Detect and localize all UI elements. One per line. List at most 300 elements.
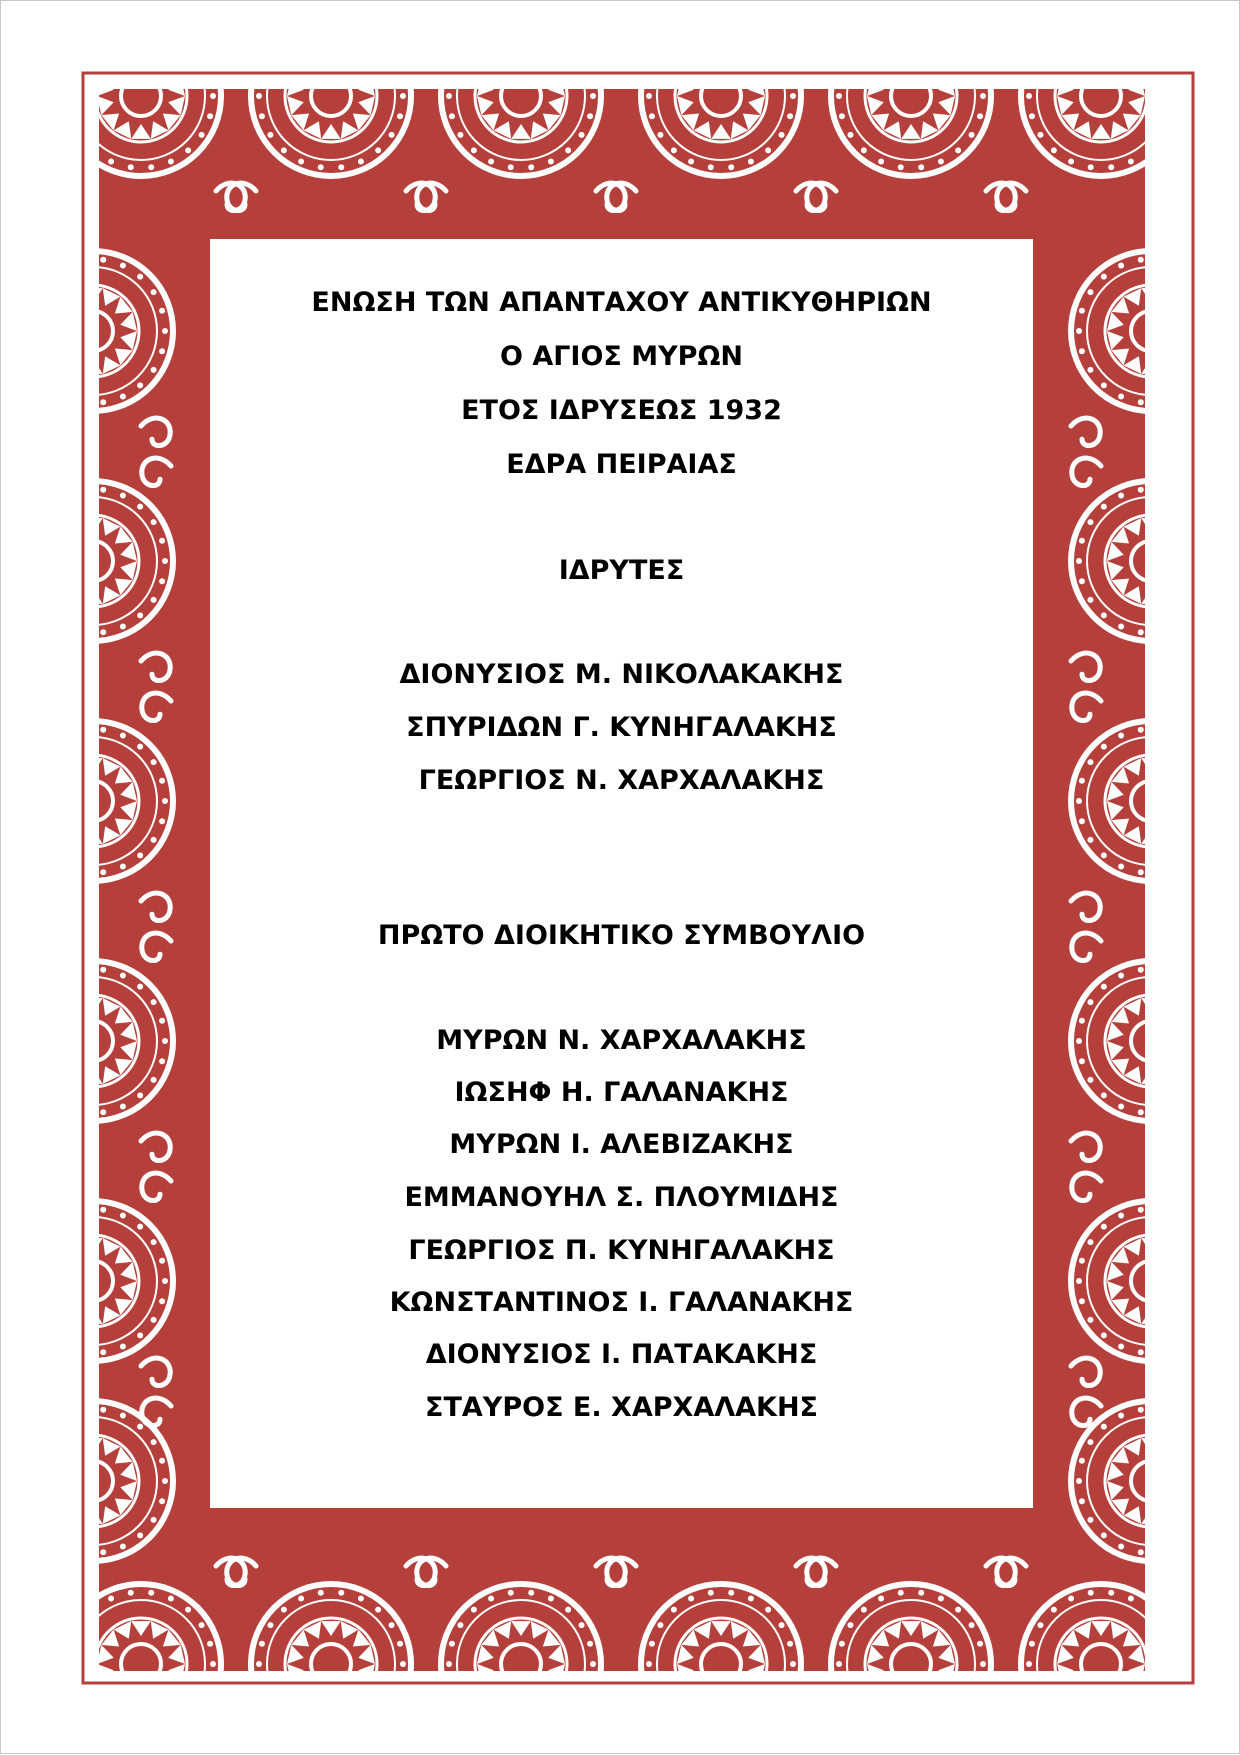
medallion-dot <box>389 1700 395 1706</box>
medallion-dot <box>918 1590 924 1596</box>
medallion-dot <box>162 1038 168 1044</box>
medallion-dot <box>1178 493 1184 499</box>
medallion-dot <box>148 1732 154 1738</box>
medallion-dot <box>1217 308 1223 314</box>
medallion-dot <box>938 1596 944 1602</box>
medallion-dot <box>1118 1213 1124 1219</box>
medallion-tooth <box>901 53 921 68</box>
medallion-dot <box>548 28 554 34</box>
medallion-dot <box>1195 504 1201 510</box>
medallion-dot <box>1209 999 1215 1005</box>
medallion-dot <box>400 1661 406 1667</box>
medallion-dot <box>1051 1715 1057 1721</box>
medallion-dot <box>358 158 364 164</box>
medallion-dot <box>1076 1038 1082 1044</box>
medallion-dot <box>267 54 273 60</box>
medallion-dot <box>1068 158 1074 164</box>
medallion-dot <box>318 164 324 170</box>
medallion-dot <box>1195 984 1201 990</box>
medallion-dot <box>29 759 35 765</box>
medallion-dot <box>969 54 975 60</box>
medallion-core <box>501 1644 541 1684</box>
medallion-dot <box>29 1239 35 1245</box>
medallion-tooth <box>884 53 902 71</box>
medallion-dot <box>1138 629 1144 635</box>
medallion-tooth <box>49 1462 66 1481</box>
medallion-tooth <box>494 53 512 71</box>
medallion-dot <box>1158 487 1164 493</box>
medallion-dot <box>120 493 126 499</box>
medallion-dot <box>60 1413 66 1419</box>
medallion-dot <box>1158 1109 1164 1115</box>
medallion-dot <box>168 28 174 34</box>
medallion-dot <box>397 1641 403 1647</box>
medallion-dot <box>159 778 165 784</box>
medallion-dot <box>508 1732 514 1738</box>
medallion-dot <box>151 597 157 603</box>
medallion-dot <box>60 1103 66 1109</box>
medallion-dot <box>43 1332 49 1338</box>
medallion-dot <box>21 1498 27 1504</box>
medallion-tooth <box>1161 998 1179 1016</box>
medallion-dot <box>688 1596 694 1602</box>
medallion-dot <box>508 1590 514 1596</box>
medallion-dot <box>980 1661 986 1667</box>
medallion-dot <box>151 1077 157 1083</box>
medallion-dot <box>1195 382 1201 388</box>
medallion-dot <box>120 263 126 269</box>
medallion-tooth <box>304 1689 322 1707</box>
medallion-dot <box>1108 1732 1114 1738</box>
founding-year: ΕΤΟΣ ΙΔΡΥΣΕΩΣ 1932 <box>461 395 782 426</box>
medallion-dot <box>100 1207 106 1213</box>
medallion-tooth <box>304 53 322 71</box>
medallion-dot <box>1195 852 1201 858</box>
medallion-dot <box>29 1077 35 1083</box>
medallion-dot <box>790 93 796 99</box>
medallion-dot <box>836 1661 842 1667</box>
medallion-dot <box>318 1590 324 1596</box>
medallion-tooth <box>1091 53 1111 68</box>
medallion-dot <box>861 147 867 153</box>
medallion-dot <box>457 1700 463 1706</box>
medallion-tooth <box>1161 586 1179 604</box>
medallion-dot <box>207 1641 213 1647</box>
medallion-dot <box>528 1590 534 1596</box>
medallion-tooth <box>66 1438 84 1456</box>
medallion-tooth <box>1161 1066 1179 1084</box>
medallion-dot <box>1088 1590 1094 1596</box>
medallion-dot <box>765 1715 771 1721</box>
medallion-dot <box>1178 263 1184 269</box>
medallion-dot <box>1076 558 1082 564</box>
medallion-dot <box>21 818 27 824</box>
medallion-dot <box>1220 558 1226 564</box>
medallion-dot <box>18 328 24 334</box>
medallion-dot <box>1217 1258 1223 1264</box>
medallion-dot <box>861 39 867 45</box>
medallion-dot <box>1088 22 1094 28</box>
medallion-dot <box>128 164 134 170</box>
medallion-dot <box>375 39 381 45</box>
medallion-dot <box>281 147 287 153</box>
medallion-dot <box>18 798 24 804</box>
medallion-dot <box>338 1732 344 1738</box>
medallion-dot <box>579 54 585 60</box>
medallion-dot <box>657 54 663 60</box>
medallion-dot <box>256 93 262 99</box>
medallion-dot <box>779 132 785 138</box>
medallion-core <box>1131 1461 1171 1501</box>
medallion-dot <box>728 22 734 28</box>
medallion-dot <box>21 778 27 784</box>
medallion-dot <box>508 164 514 170</box>
medallion-dot <box>148 1590 154 1596</box>
medallion-dot <box>1158 1407 1164 1413</box>
medallion-dot <box>120 1103 126 1109</box>
medallion-dot <box>728 1590 734 1596</box>
medallion-dot <box>579 1622 585 1628</box>
founder-name: ΣΠΥΡΙΔΩΝ Γ. ΚΥΝΗΓΑΛΑΚΗΣ <box>406 712 837 743</box>
board-member-name: ΔΙΟΝΥΣΙΟΣ Ι. ΠΑΤΑΚΑΚΗΣ <box>425 1339 818 1370</box>
medallion-tooth <box>341 1689 359 1707</box>
medallion-dot <box>1079 1018 1085 1024</box>
medallion-dot <box>649 113 655 119</box>
medallion-tooth <box>1173 348 1191 365</box>
medallion-dot <box>1209 289 1215 295</box>
medallion-dot <box>375 147 381 153</box>
medallion-dot <box>649 1641 655 1647</box>
medallion-tooth <box>1173 1447 1191 1464</box>
medallion-dot <box>389 132 395 138</box>
medallion-dot <box>77 54 83 60</box>
medallion-dot <box>1118 1343 1124 1349</box>
medallion-dot <box>29 1317 35 1323</box>
medallion-dot <box>375 1607 381 1613</box>
medallion-dot <box>918 22 924 28</box>
medallion-tooth <box>921 53 939 71</box>
medallion-dot <box>1138 257 1144 263</box>
medallion-core <box>73 1021 113 1061</box>
medallion-dot <box>969 1622 975 1628</box>
medallion-dot <box>151 1317 157 1323</box>
medallion-tooth <box>49 1041 66 1060</box>
medallion-dot <box>318 1732 324 1738</box>
medallion-dot <box>1178 1213 1184 1219</box>
medallion-tooth <box>49 331 66 350</box>
board-member-name: ΣΤΑΥΡΟΣ Ε. ΧΑΡΧΑΛΑΚΗΣ <box>425 1392 818 1423</box>
medallion-dot <box>1128 1726 1134 1732</box>
medallion-dot <box>1138 1207 1144 1213</box>
medallion-dot <box>128 1732 134 1738</box>
medallion-dot <box>1145 39 1151 45</box>
medallion-dot <box>137 1424 143 1430</box>
medallion-dot <box>21 1018 27 1024</box>
medallion-dot <box>1101 744 1107 750</box>
medallion-dot <box>1209 1239 1215 1245</box>
medallion-dot <box>151 1239 157 1245</box>
medallion-tooth <box>1061 62 1079 79</box>
medallion-dot <box>528 1732 534 1738</box>
medallion-dot <box>488 1596 494 1602</box>
medallion-dot <box>1178 623 1184 629</box>
medallion-dot <box>839 1641 845 1647</box>
medallion-dot <box>120 1543 126 1549</box>
medallion-dot <box>1079 348 1085 354</box>
medallion-dot <box>1128 28 1134 34</box>
medallion-tooth <box>1173 527 1191 544</box>
medallion-dot <box>1158 1349 1164 1355</box>
medallion-dot <box>1118 393 1124 399</box>
medallion-core <box>121 76 161 116</box>
medallion-tooth <box>53 527 71 544</box>
medallion-dot <box>1195 744 1201 750</box>
medallion-tooth <box>1173 1498 1191 1515</box>
medallion-core <box>73 1261 113 1301</box>
medallion-dot <box>29 999 35 1005</box>
medallion-dot <box>1217 578 1223 584</box>
medallion-dot <box>955 1715 961 1721</box>
medallion-dot <box>91 1715 97 1721</box>
medallion-dot <box>1026 93 1032 99</box>
medallion-dot <box>43 984 49 990</box>
medallion-dot <box>207 113 213 119</box>
medallion-dot <box>91 1607 97 1613</box>
medallion-dot <box>898 1590 904 1596</box>
medallion-dot <box>878 158 884 164</box>
medallion-core <box>1081 1644 1121 1684</box>
medallion-dot <box>1195 1332 1201 1338</box>
medallion-dot <box>1195 1424 1201 1430</box>
medallion-dot <box>579 1700 585 1706</box>
medallion-dot <box>259 1641 265 1647</box>
medallion-dot <box>1195 1092 1201 1098</box>
medallion-dot <box>1037 1622 1043 1628</box>
medallion-dot <box>338 1590 344 1596</box>
medallion-dot <box>1220 798 1226 804</box>
medallion-dot <box>1037 1700 1043 1706</box>
medallion-tooth <box>511 1692 531 1707</box>
medallion-tooth <box>321 1692 341 1707</box>
medallion-dot <box>1101 1532 1107 1538</box>
medallion-dot <box>1079 1258 1085 1264</box>
medallion-dot <box>488 28 494 34</box>
medallion-dot <box>159 1458 165 1464</box>
medallion-dot <box>1101 382 1107 388</box>
medallion-dot <box>1118 733 1124 739</box>
medallion-dot <box>267 1622 273 1628</box>
medallion-dot <box>1128 158 1134 164</box>
medallion-tooth <box>1161 356 1179 374</box>
medallion-dot <box>1209 1439 1215 1445</box>
medallion-tooth <box>53 348 71 365</box>
medallion-tooth <box>731 53 749 71</box>
medallion-dot <box>21 1458 27 1464</box>
medallion-dot <box>100 967 106 973</box>
medallion-dot <box>21 538 27 544</box>
medallion-dot <box>128 22 134 28</box>
medallion-dot <box>159 1058 165 1064</box>
medallion-dot <box>1145 1715 1151 1721</box>
medallion-dot <box>969 1700 975 1706</box>
medallion-dot <box>548 1596 554 1602</box>
medallion-dot <box>1079 578 1085 584</box>
medallion-tooth <box>49 1262 66 1281</box>
medallion-dot <box>151 367 157 373</box>
medallion-dot <box>120 393 126 399</box>
medallion-dot <box>898 22 904 28</box>
medallion-dot <box>579 132 585 138</box>
medallion-tooth <box>53 1447 71 1464</box>
medallion-dot <box>43 612 49 618</box>
medallion-tooth <box>1173 578 1191 595</box>
medallion-dot <box>159 308 165 314</box>
medallion-dot <box>137 612 143 618</box>
medallion-tooth <box>711 53 731 68</box>
medallion-dot <box>708 22 714 28</box>
medallion-dot <box>1178 1543 1184 1549</box>
medallion-dot <box>708 1732 714 1738</box>
medallion-dot <box>1079 818 1085 824</box>
medallion-dot <box>168 158 174 164</box>
medallion-dot <box>1087 1517 1093 1523</box>
medallion-dot <box>1108 164 1114 170</box>
medallion-dot <box>1076 798 1082 804</box>
medallion-dot <box>1158 727 1164 733</box>
medallion-dot <box>1128 1596 1134 1602</box>
medallion-dot <box>1101 1424 1107 1430</box>
board-member-name: ΜΥΡΩΝ Ν. ΧΑΡΧΑΛΑΚΗΣ <box>436 1025 807 1056</box>
medallion-dot <box>60 1343 66 1349</box>
medallion-dot <box>1026 1661 1032 1667</box>
medallion-dot <box>1087 367 1093 373</box>
medallion-dot <box>159 348 165 354</box>
medallion-dot <box>29 1517 35 1523</box>
medallion-dot <box>1209 1077 1215 1083</box>
medallion-tooth <box>494 1689 512 1707</box>
medallion-dot <box>120 1213 126 1219</box>
medallion-tooth <box>66 758 84 776</box>
medallion-tooth <box>66 998 84 1016</box>
medallion-dot <box>836 93 842 99</box>
medallion-dot <box>1170 1661 1176 1667</box>
medallion-dot <box>185 39 191 45</box>
medallion-dot <box>1138 399 1144 405</box>
medallion-tooth <box>49 782 66 801</box>
medallion-dot <box>1195 612 1201 618</box>
medallion-dot <box>137 852 143 858</box>
medallion-tooth <box>341 53 359 71</box>
board-member-name: ΙΩΣΗΦ Η. ΓΑΛΑΝΑΚΗΣ <box>454 1077 789 1108</box>
medallion-dot <box>1158 967 1164 973</box>
medallion-dot <box>162 1278 168 1284</box>
medallion-dot <box>185 147 191 153</box>
medallion-dot <box>657 1622 663 1628</box>
medallion-dot <box>1138 1349 1144 1355</box>
medallion-core <box>73 311 113 351</box>
medallion-dot <box>1217 538 1223 544</box>
medallion-tooth <box>1173 767 1191 784</box>
medallion-tooth <box>151 1689 169 1707</box>
medallion-dot <box>168 1596 174 1602</box>
medallion-dot <box>1079 778 1085 784</box>
medallion-dot <box>1037 54 1043 60</box>
medallion-dot <box>1138 727 1144 733</box>
medallion-tooth <box>921 1689 939 1707</box>
medallion-tooth <box>1173 818 1191 835</box>
medallion-dot <box>938 28 944 34</box>
medallion-dot <box>1159 132 1165 138</box>
medallion-tooth <box>49 561 66 580</box>
medallion-dot <box>1159 54 1165 60</box>
medallion-tooth <box>933 62 951 79</box>
medallion-core <box>1131 1021 1171 1061</box>
medallion-dot <box>1087 519 1093 525</box>
medallion-tooth <box>1161 1438 1179 1456</box>
medallion-dot <box>748 28 754 34</box>
medallion-tooth <box>49 312 66 331</box>
medallion-dot <box>1087 759 1093 765</box>
medallion-dot <box>1087 1239 1093 1245</box>
medallion-dot <box>358 28 364 34</box>
medallion-dot <box>977 1641 983 1647</box>
medallion-dot <box>43 1092 49 1098</box>
medallion-tooth <box>66 826 84 844</box>
medallion-dot <box>100 629 106 635</box>
medallion-dot <box>60 1213 66 1219</box>
org-name: Ο ΑΓΙΟΣ ΜΥΡΩΝ <box>499 341 744 372</box>
medallion-dot <box>60 733 66 739</box>
medallion-tooth <box>101 62 119 79</box>
medallion-dot <box>91 39 97 45</box>
medallion-dot <box>1138 869 1144 875</box>
medallion-tooth <box>1074 1689 1092 1707</box>
medallion-dot <box>688 28 694 34</box>
medallion-dot <box>449 1641 455 1647</box>
medallion-dot <box>281 39 287 45</box>
medallion-dot <box>159 818 165 824</box>
medallion-dot <box>1138 1109 1144 1115</box>
medallion-dot <box>60 263 66 269</box>
medallion-dot <box>120 973 126 979</box>
medallion-tooth <box>884 1689 902 1707</box>
medallion-dot <box>488 158 494 164</box>
medallion-dot <box>1068 28 1074 34</box>
medallion-tooth <box>66 288 84 306</box>
medallion-dot <box>471 147 477 153</box>
medallion-dot <box>298 28 304 34</box>
medallion-tooth <box>53 1007 71 1024</box>
medallion-dot <box>918 1732 924 1738</box>
medallion-dot <box>765 147 771 153</box>
medallion-dot <box>955 39 961 45</box>
medallion-tooth <box>53 1298 71 1315</box>
medallion-dot <box>1158 257 1164 263</box>
medallion-dot <box>29 597 35 603</box>
medallion-dot <box>446 93 452 99</box>
medallion-dot <box>77 1700 83 1706</box>
medallion-tooth <box>66 1066 84 1084</box>
medallion-dot <box>1217 1298 1223 1304</box>
medallion-tooth <box>1173 1247 1191 1264</box>
medallion-dot <box>1108 22 1114 28</box>
medallion-dot <box>646 93 652 99</box>
medallion-core <box>701 1644 741 1684</box>
medallion-dot <box>60 493 66 499</box>
medallion-dot <box>267 1700 273 1706</box>
medallion-dot <box>69 113 75 119</box>
medallion-dot <box>29 837 35 843</box>
